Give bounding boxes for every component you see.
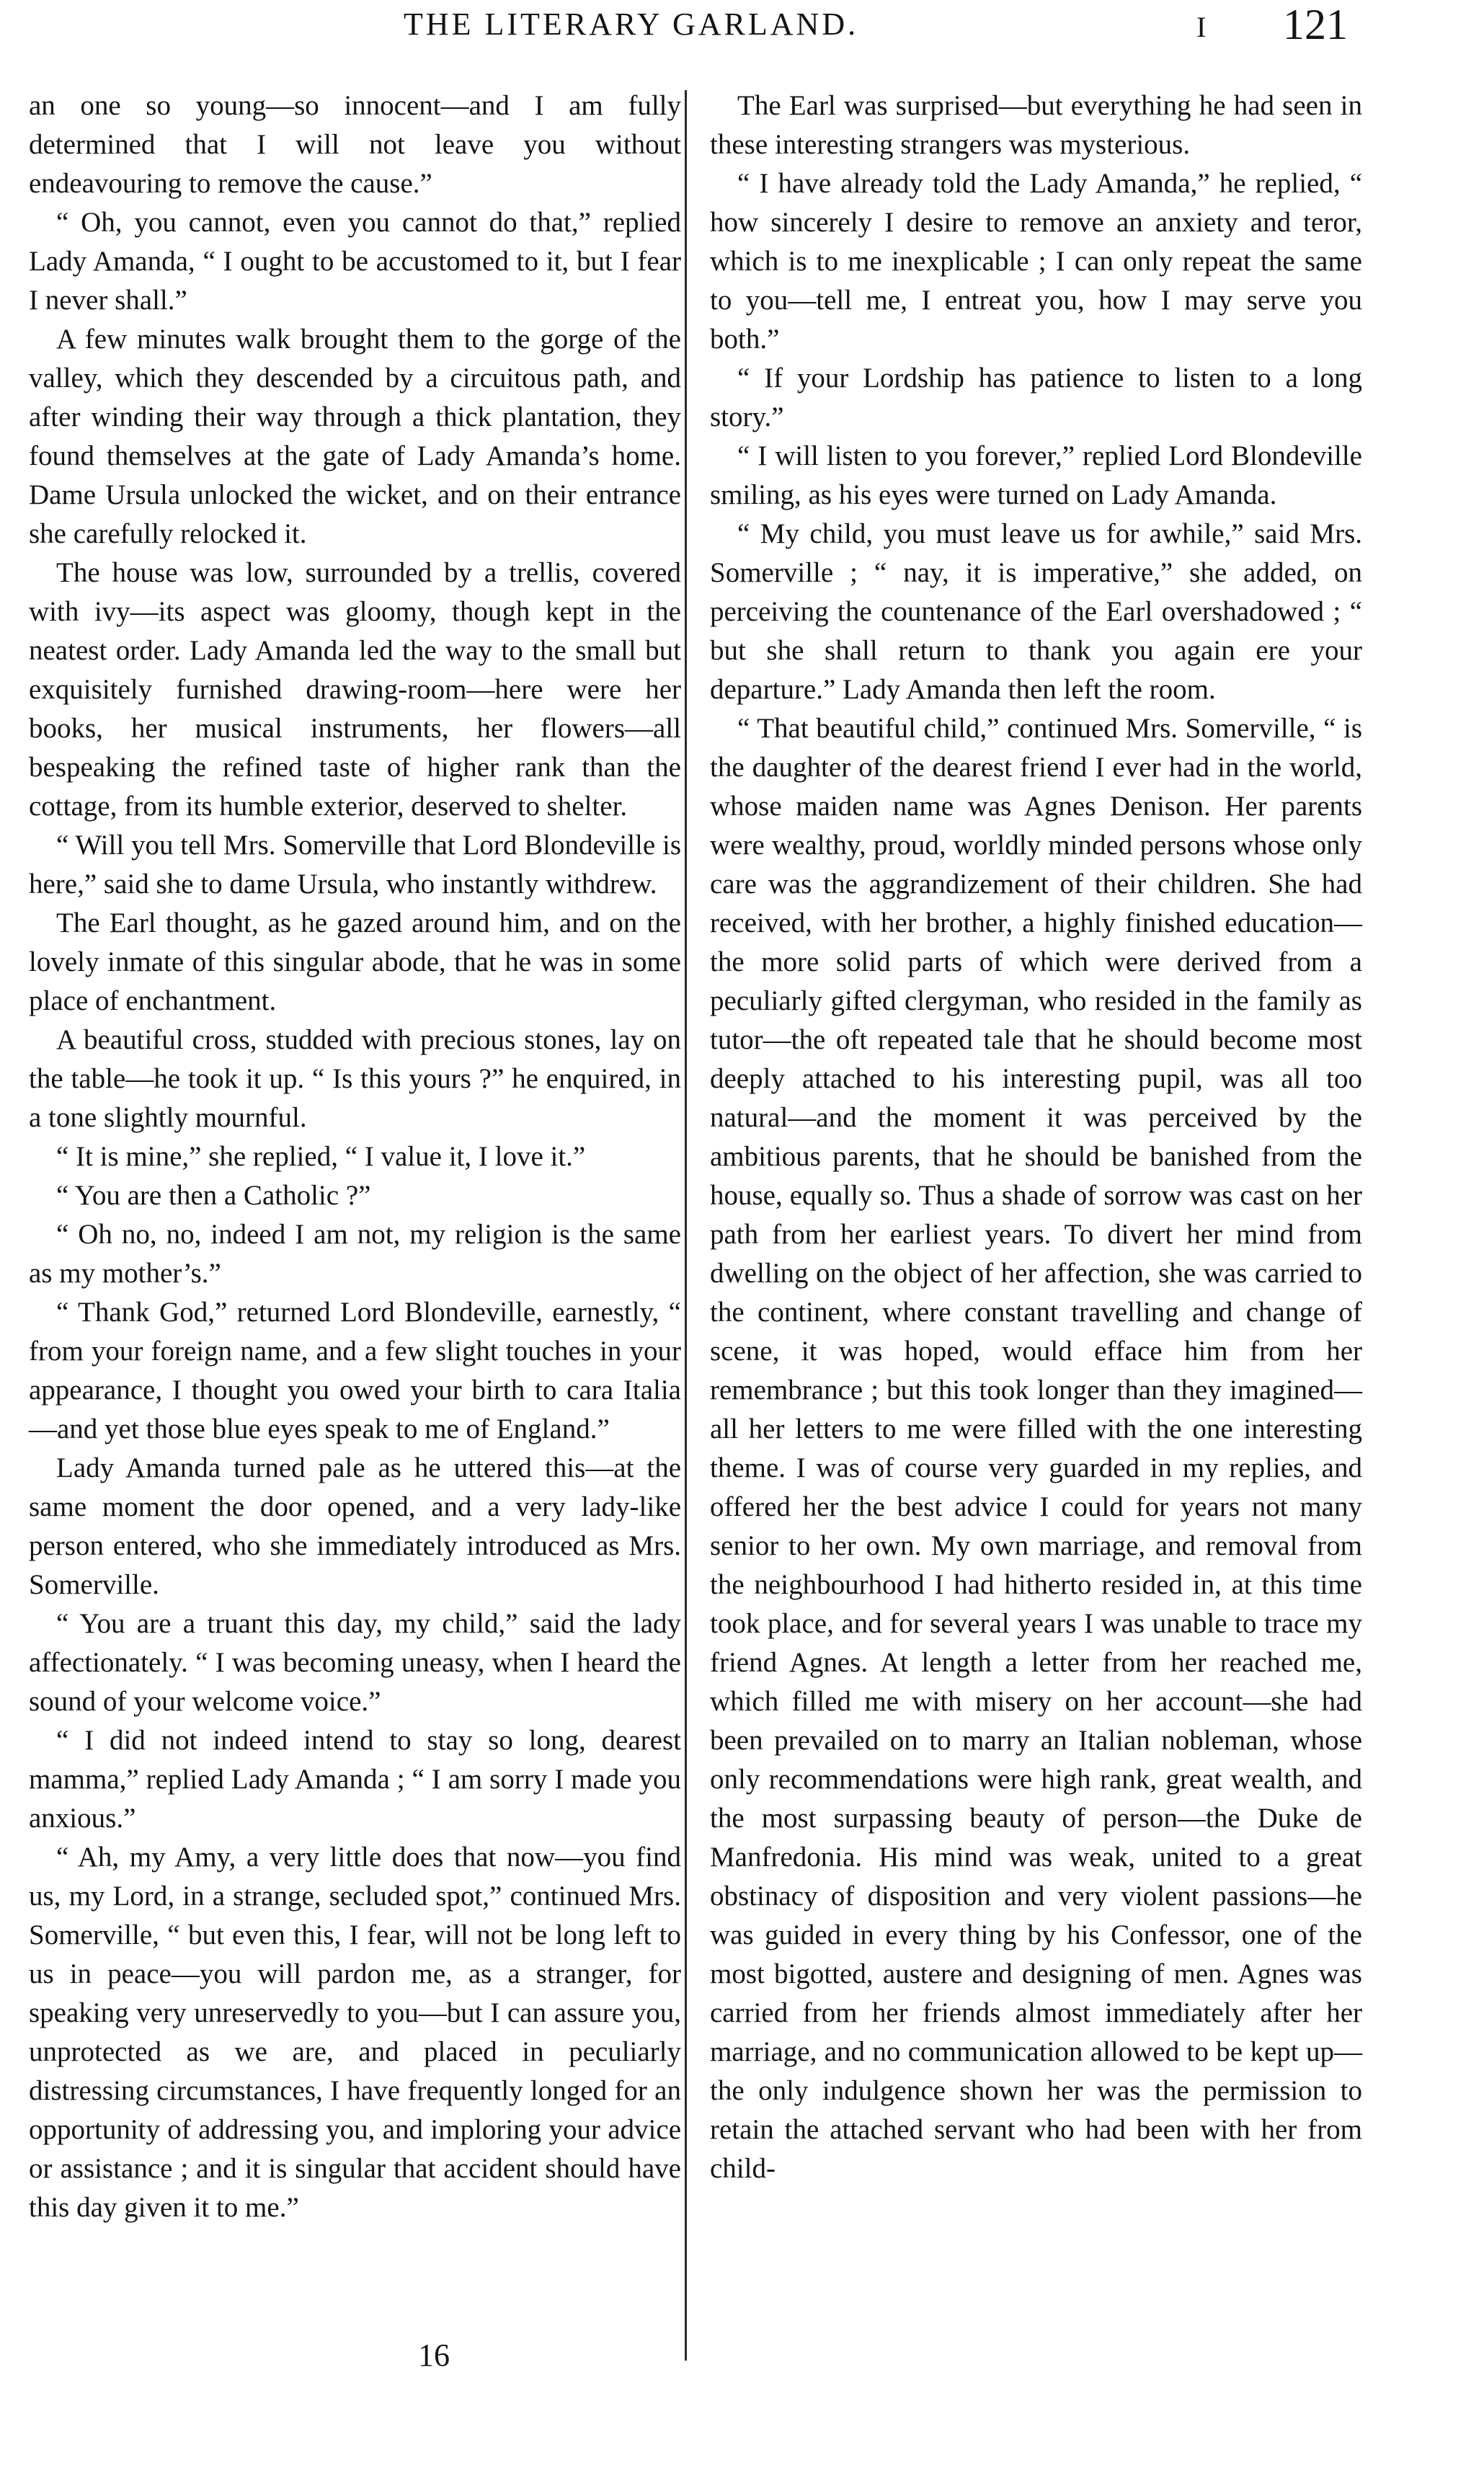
paragraph: The Earl was surprised—but everything he had seen in these interesting strangers was mysterious. — [710, 90, 1362, 160]
paragraph: “ It is mine,” she replied, “ I value it, I love it.” — [56, 1141, 586, 1172]
paragraph: “ You are then a Catholic ?” — [56, 1180, 371, 1211]
paragraph: A beautiful cross, studded with precious stones, lay on the table—he took it up. “ Is this yours ?” he enquired, in a tone slightly mournful. — [29, 1024, 681, 1133]
paragraph: Lady Amanda turned pale as he uttered this—at the same moment the door opened, and a very lady-like person entered, who she immediately introduced as Mrs. Somerville. — [29, 1452, 681, 1600]
paragraph: The Earl thought, as he gazed around him, and on the lovely inmate of this singular abode, that he was in some place of enchantment. — [29, 907, 681, 1016]
paragraph: “ Oh, you cannot, even you cannot do that,” replied Lady Amanda, “ I ought to be accustomed to it, but I fear I never shall.” — [29, 207, 681, 316]
paragraph: “ My child, you must leave us for awhile,” said Mrs. Somerville ; “ nay, it is imperative,” she added, on perceiving the countenance of the Earl overshadowed ; “ but she shall return to thank you again ere your departure.” Lady Amanda then left the room. — [710, 518, 1362, 705]
paragraph: “ I did not indeed intend to stay so long, dearest mamma,” replied Lady Amanda ; “ I am sorry I made you anxious.” — [29, 1725, 681, 1834]
right-column — [710, 86, 1362, 2188]
column-divider — [685, 90, 687, 2361]
paragraph: A few minutes walk brought them to the gorge of the valley, which they descended by a circuitous path, and after winding their way through a thick plantation, they found themselves at the gate of Lady Amanda’s home. Dame Ursula unlocked the wicket, and on their entrance she carefully relocked it. — [29, 324, 681, 549]
paragraph: “ If your Lordship has patience to listen to a long story.” — [710, 363, 1362, 432]
header-mark: I — [1196, 11, 1207, 43]
paragraph: “ You are a truant this day, my child,” said the lady affectionately. “ I was becoming uneasy, when I heard the sound of your welcome voice.” — [29, 1608, 681, 1717]
paragraph: “ That beautiful child,” continued Mrs. Somerville, “ is the daughter of the dearest friend I ever had in the world, whose maiden name was Agnes Denison. Her parents were wealthy, proud, worldly minded persons whose only care was the aggrandizement of their children. She had received, with her brother, a highly finished education—the more solid parts of which were derived from a peculiarly gifted clergyman, who resided in the family as tutor—the oft repeated tale that he should become most deeply attached to his interesting pupil, was all too natural—and the moment it was perceived by the ambitious parents, that he should be banished from the house, equally so. Thus a shade of sorrow was cast on her path from her earliest years. To divert her mind from dwelling on the object of her affection, she was carried to the continent, where constant travelling and change of scene, it was hoped, would efface him from her remembrance ; but this took longer than they imagined—all her letters to me were filled with the one interesting theme. I was of course very guarded in my replies, and offered her the best advice I could for years not many senior to her own. My own marriage, and removal from the neighbourhood I had hitherto resided in, at this time took place, and for several years I was unable to trace my friend Agnes. At length a letter from her reached me, which filled me with misery on her account—she had been prevailed on to marry an Italian nobleman, whose only recommendations were high rank, great wealth, and the most surpassing beauty of person—the Duke de Manfredonia. His mind was weak, united to a great obstinacy of disposition and very violent passions—he was guided in every thing by his Confessor, one of the most bigotted, austere and designing of men. Agnes was carried from her friends almost immediately after her marriage, and no communication allowed to be kept up—the only indulgence shown her was the permission to retain the attached servant who had been with her from child- — [710, 713, 1362, 2184]
paragraph: The house was low, surrounded by a trellis, covered with ivy—its aspect was gloomy, though kept in the neatest order. Lady Amanda led the way to the small but exquisitely furnished drawing-room—here were her books, her musical instruments, her flowers—all bespeaking the refined taste of higher rank than the cottage, from its humble exterior, deserved to shelter. — [29, 557, 681, 822]
signature-mark: 16 — [418, 2338, 450, 2373]
page-number: 121 — [1283, 1, 1348, 48]
paragraph: “ Will you tell Mrs. Somerville that Lord Blondeville is here,” said she to dame Ursula, who instantly withdrew. — [29, 830, 681, 900]
paragraph: “ I have already told the Lady Amanda,” he replied, “ how sincerely I desire to remove an anxiety and teror, which is to me inexplicable ; I can only repeat the same to you—tell me, I entreat you, how I may serve you both.” — [710, 168, 1362, 355]
paragraph: “ Thank God,” returned Lord Blondeville, earnestly, “ from your foreign name, and a few slight touches in your appearance, I thought you owed your birth to cara Italia—and yet those blue eyes speak to me of England.” — [29, 1297, 681, 1444]
paragraph: “ I will listen to you forever,” replied Lord Blondeville smiling, as his eyes were turned on Lady Amanda. — [710, 440, 1362, 510]
paragraph: “ Oh no, no, indeed I am not, my religion is the same as my mother’s.” — [29, 1219, 681, 1289]
paragraph: an one so young—so innocent—and I am fully determined that I will not leave you without endeavouring to remove the cause.” — [29, 90, 681, 199]
left-column — [29, 86, 681, 2227]
paragraph: “ Ah, my Amy, a very little does that now—you find us, my Lord, in a strange, secluded spot,” continued Mrs. Somerville, “ but even this, I fear, will not be long left to us in peace—you will pardon me, as a stranger, for speaking very unreservedly to you—but I can assure you, unprotected as we are, and placed in peculiarly distressing circumstances, I have frequently longed for an opportunity of addressing you, and imploring your advice or assistance ; and it is singular that accident should have this day given it to me.” — [29, 1842, 681, 2223]
running-header-title: THE LITERARY GARLAND. — [404, 6, 859, 42]
